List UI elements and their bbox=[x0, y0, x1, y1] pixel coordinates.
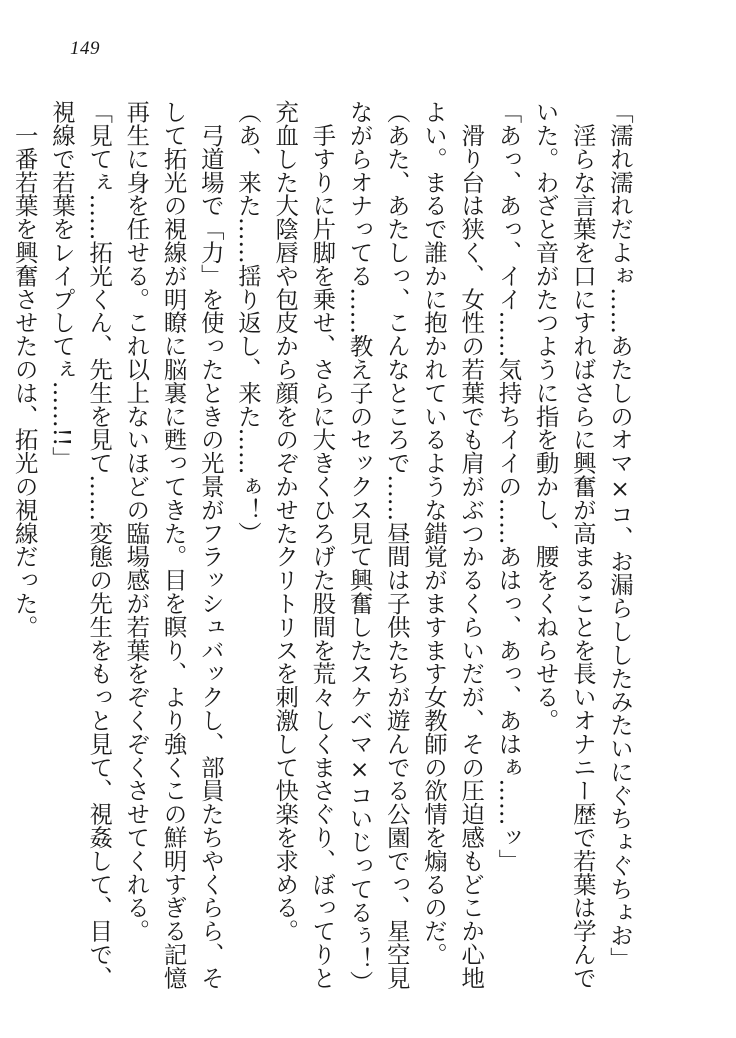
vertical-text-body bbox=[6, 100, 638, 994]
text-line: 充血した大陰唇や包皮から顔をのぞかせたクリトリスを刺激して快楽を求める。 bbox=[271, 100, 300, 943]
text-line: して拓光の視線が明瞭に脳裏に甦ってきた。目を瞑り、より強くこの鮮明すぎる記憶 bbox=[159, 100, 188, 990]
text-line: （あ、来た……揺り返し、来た……ぁ！） bbox=[233, 100, 262, 545]
text-line: 弓道場で「力」を使ったときの光景がフラッシュバックし、部員たちやくらら、そ bbox=[196, 100, 225, 990]
text-line: よい。まるで誰かに抱かれているような錯覚がますます女教師の欲情を煽るのだ。 bbox=[419, 100, 448, 966]
text-line: いた。わざと音がたつように指を動かし、腰をくねらせる。 bbox=[531, 100, 560, 732]
text-line: 「見てぇ……拓光くん、先生を見て……変態の先生をもっと見て、視姦して、目で、 bbox=[85, 100, 114, 990]
text-line: 淫らな言葉を口にすればさらに興奮が高まることを長いオナニー歴で若葉は学んで bbox=[568, 100, 597, 990]
text-line: 「濡れ濡れだよぉ……あたしのオマ×コ、お漏らししたみたいにぐちょぐちょお」 bbox=[606, 100, 634, 971]
page-number: 149 bbox=[70, 38, 100, 59]
text-line: 一番若葉を興奮させたのは、拓光の視線だった。 bbox=[10, 100, 39, 639]
text-line: 手すりに片脚を乗せ、さらに大きくひろげた股間を荒々しくまさぐり、ぼってりと bbox=[308, 100, 337, 990]
text-line: （あた、あたしっ、こんなところで……昼間は子供たちが遊んでる公園でっ、星空見 bbox=[382, 100, 411, 990]
text-line: ながらオナってる……教え子のセックス見て興奮したスケベマ×コいじってるぅ！） bbox=[345, 100, 374, 994]
text-line: 再生に身を任せる。これ以上ないほどの臨場感が若葉をぞくぞくさせてくれる。 bbox=[122, 100, 151, 943]
text-line: 視線で若葉をレイプしてぇ……!!」 bbox=[47, 100, 76, 470]
text-line: 滑り台は狭く、女性の若葉でも肩がぶつかるくらいだが、その圧迫感もどこか心地 bbox=[457, 100, 486, 990]
text-line: 「あっ、あっ、イイ……気持ちイイの……あはっ、あっ、あはぁ……ッ」 bbox=[494, 100, 523, 873]
